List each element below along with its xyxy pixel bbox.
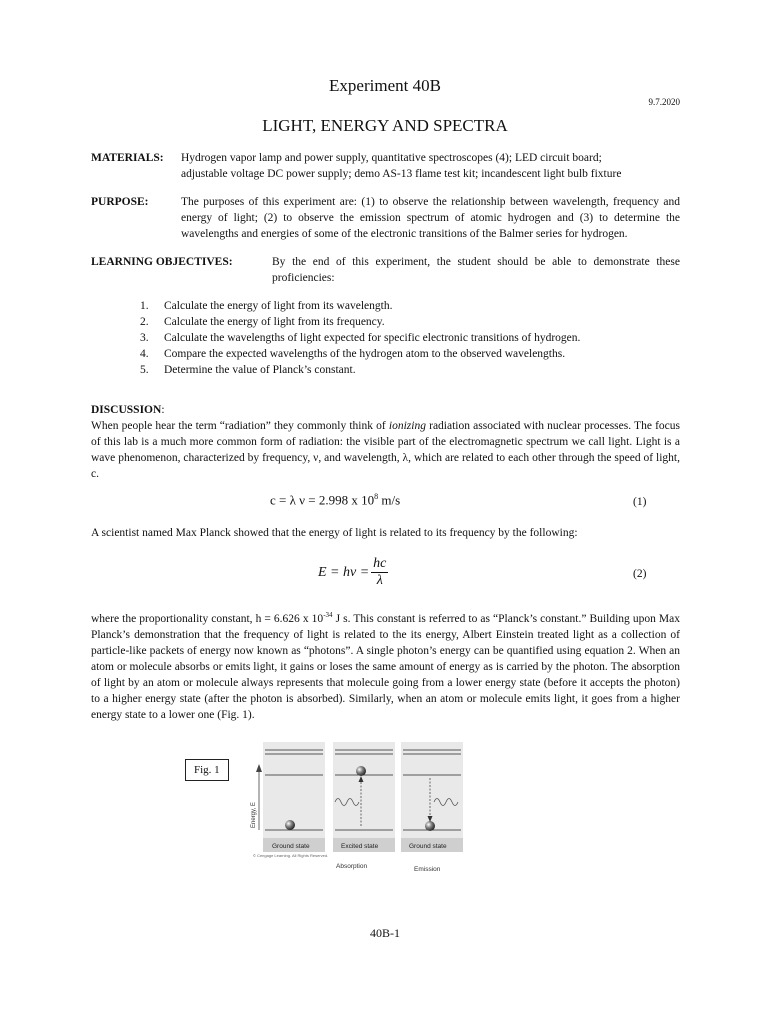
equation-2-numerator: hc	[373, 556, 387, 571]
list-item	[140, 314, 700, 330]
energy-level-diagram	[250, 740, 470, 880]
list-item-text: Determine the value of Planck’s constant.	[164, 364, 356, 376]
figure-caption-emission: Emission	[414, 866, 441, 873]
list-item-number: 3.	[140, 332, 149, 344]
paragraph-text: where the proportionality constant, h = 6.626 x 10	[91, 612, 324, 625]
list-item-text: Calculate the energy of light from its wavelength.	[164, 300, 393, 312]
discussion-paragraph-1	[91, 418, 680, 482]
list-item	[140, 298, 700, 314]
equation-2-number: (2)	[633, 568, 647, 580]
figure-caption-absorption: Absorption	[336, 863, 368, 870]
list-item-text: Calculate the energy of light from its frequency.	[164, 316, 385, 328]
objectives-list	[140, 298, 700, 378]
list-item	[140, 346, 700, 362]
panel-1-state-label: Ground state	[272, 843, 310, 850]
energy-axis-label: Energy, E	[251, 802, 257, 828]
energy-axis-arrow-icon	[256, 764, 262, 772]
discussion-label: DISCUSSION	[91, 404, 162, 416]
list-item	[140, 330, 700, 346]
document-title: Experiment 40B	[329, 76, 441, 95]
panel-emission-state	[401, 742, 463, 852]
equation-1	[270, 492, 400, 508]
page-number: 40B-1	[370, 926, 400, 940]
purpose-label: PURPOSE:	[91, 196, 149, 208]
discussion-heading	[91, 402, 165, 418]
panel-excited-state	[333, 742, 395, 852]
emphasis-text: ionizing	[388, 420, 426, 432]
equation-1-exponent: 8	[374, 492, 379, 501]
list-item-number: 2.	[140, 316, 149, 328]
materials-label: MATERIALS:	[91, 152, 164, 164]
list-item-number: 5.	[140, 364, 149, 376]
materials-text	[181, 150, 681, 182]
equation-2-fraction	[371, 556, 388, 589]
objectives-label: LEARNING OBJECTIVES:	[91, 256, 233, 268]
paragraph-text: radiation associated with nuclear processes. The focus of this lab is a much more common form of radiation: the visible part of the electromagnetic spectrum we call light. Light is a wave phenomenon, characterized by frequency, ν, and wavelength, λ, which are related to each other through the speed of light, c.	[91, 420, 680, 480]
equation-1-number: (1)	[633, 496, 647, 508]
list-item-number: 4.	[140, 348, 149, 360]
list-item-text: Compare the expected wavelengths of the hydrogen atom to the observed wavelengths.	[164, 348, 566, 360]
list-item-text: Calculate the wavelengths of light expected for specific electronic transitions of hydrogen.	[164, 332, 581, 344]
equation-2-denominator: λ	[376, 573, 383, 588]
panel-2-state-label: Excited state	[341, 843, 379, 850]
document-date: 9.7.2020	[648, 97, 680, 107]
list-item	[140, 362, 700, 378]
discussion-paragraph-2: A scientist named Max Planck showed that the energy of light is related to its frequency by the following:	[91, 527, 578, 539]
electron-ground	[285, 820, 295, 830]
figure-label: Fig. 1	[185, 759, 229, 781]
energy-level-figure	[250, 740, 470, 880]
objectives-intro: By the end of this experiment, the student should be able to demonstrate these proficiencies:	[272, 256, 680, 284]
purpose-text: The purposes of this experiment are: (1) to observe the relationship between wavelength, frequency and energy of light; (2) to observe the emission spectrum of atomic hydrogen and (3) to determine the wavelengths and energies of some of the electronic transitions of the Balmer series for hydrogen.	[181, 196, 680, 240]
equation-1-body: c = λ ν = 2.998 x 10	[270, 492, 375, 508]
planck-exponent: -34	[323, 611, 333, 619]
document-subtitle: LIGHT, ENERGY AND SPECTRA	[262, 116, 508, 135]
equation-2-left: E = hν =	[318, 564, 370, 580]
equation-1-unit: m/s	[378, 492, 401, 508]
equation-2	[318, 556, 388, 589]
list-item-number: 1.	[140, 300, 149, 312]
materials-line-1: Hydrogen vapor lamp and power supply, quantitative spectroscopes (4); LED circuit board;	[181, 152, 602, 164]
panel-3-state-label: Ground state	[409, 843, 447, 850]
paragraph-text: When people hear the term “radiation” they commonly think of	[91, 420, 389, 432]
materials-line-2: adjustable voltage DC power supply; demo AS-13 flame test kit; incandescent light bulb fixture	[181, 168, 622, 180]
discussion-paragraph-3	[91, 607, 680, 723]
electron-emission	[425, 821, 435, 831]
discussion-colon: :	[161, 404, 165, 416]
paragraph-text: J s. This constant is referred to as “Planck’s constant.” Building upon Max Planck’s demonstration that the frequency of light is related to the its energy, Albert Einstein treated light as a collection of particle-like packets of energy now known as “photons”. A single photon’s energy can be quantified using equation 2. When an atom or molecule absorbs or emits light, it gains or loses the same amount of energy as is carried by the photon. The absorption of light by an atom or molecule always represents that molecule going from a lower energy state (before it accepts the photon) to a higher energy state (after the photon is absorbed). Similarly, when an atom or molecule emits light, it goes from a higher energy state to a lower one (Fig. 1).	[91, 612, 680, 721]
figure-copyright: © Cengage Learning. All Rights Reserved.	[253, 853, 329, 858]
electron-excited	[356, 766, 366, 776]
panel-ground-state	[263, 742, 325, 852]
